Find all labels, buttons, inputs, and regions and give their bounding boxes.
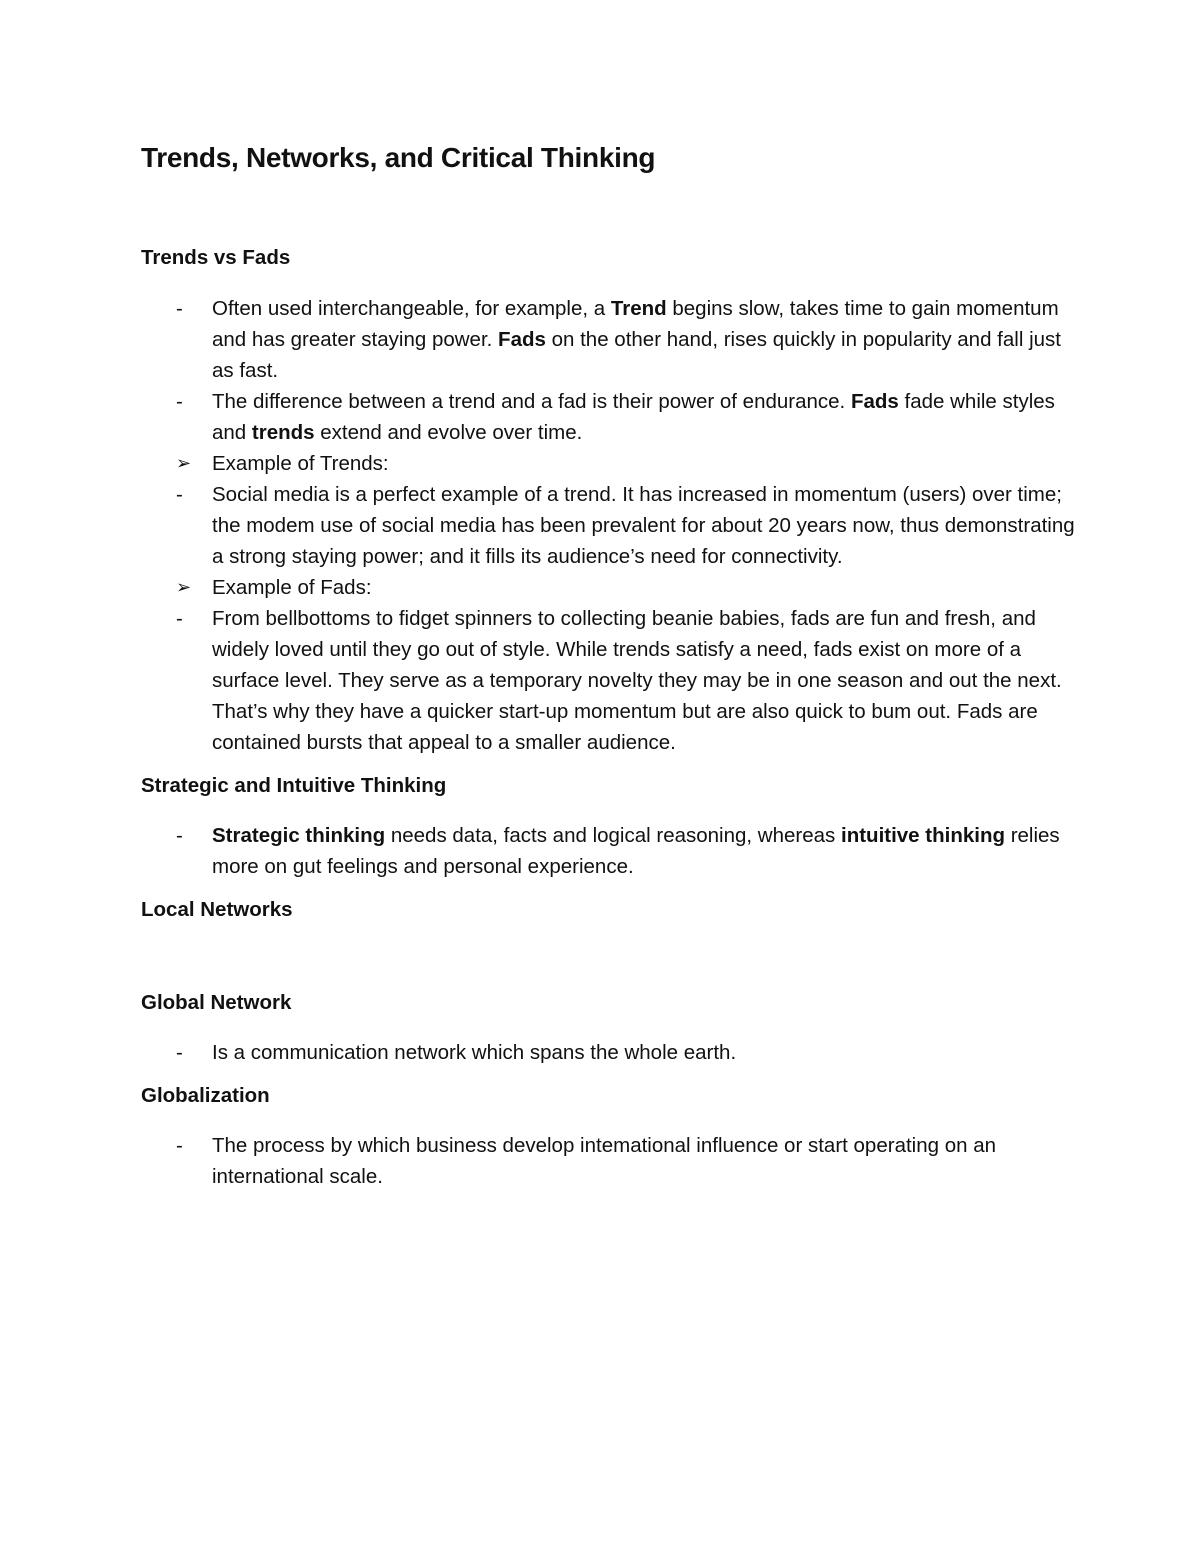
dash-bullet: - bbox=[176, 297, 183, 320]
list-item-text: From bellbottoms to fidget spinners to collecting beanie babies, fads are fun and fresh, and widely loved until they go out of style. While trends satisfy a need, fads exist on more of a surface level. They serve as a temporary novelty they may be in one season and out the next. That’s why they have a quicker start-up momentum but are also quick to bum out. Fads are contained bursts that appeal to a smaller audience. bbox=[212, 607, 1062, 754]
list-item bbox=[176, 603, 1076, 758]
bold-term-fads: Fads bbox=[850, 390, 899, 413]
list-item bbox=[176, 1037, 1076, 1068]
list-item-text: The process by which business develop intemational influence or start operating on an international scale. bbox=[212, 1134, 997, 1188]
bold-term-trends: trends bbox=[251, 421, 315, 444]
list-item bbox=[176, 1130, 1076, 1192]
heading-globalization: Globalization bbox=[141, 1084, 270, 1107]
list-item bbox=[176, 572, 1076, 603]
bold-term-fads: Fads bbox=[498, 328, 546, 351]
heading-local-networks: Local Networks bbox=[141, 898, 293, 921]
list-item bbox=[176, 448, 1076, 479]
list-item bbox=[176, 293, 1076, 386]
arrow-bullet-icon: ➢ bbox=[176, 453, 192, 473]
heading-strategic-intuitive: Strategic and Intuitive Thinking bbox=[141, 774, 447, 797]
dash-bullet: - bbox=[176, 1041, 183, 1064]
list-item bbox=[176, 820, 1076, 882]
list-item-text: Is a communication network which spans the whole earth. bbox=[212, 1041, 737, 1064]
list-item-text: The difference between a trend and a fad is their power of endurance. Fads fade while styles and trends extend and evolve over time. bbox=[212, 390, 1055, 444]
dash-bullet: - bbox=[176, 390, 183, 413]
bold-term-trend: Trend bbox=[610, 297, 667, 320]
list-item-text: Example of Fads: bbox=[212, 576, 372, 599]
list-item-text: Often used interchangeable, for example, a Trend begins slow, takes time to gain momentum and has greater staying power. Fads on the other hand, rises quickly in popularity and fall just as fast. bbox=[212, 297, 1061, 382]
list-item-text: Strategic thinking needs data, facts and logical reasoning, whereas intuitive thinking relies more on gut feelings and personal experience. bbox=[212, 824, 1060, 878]
dash-bullet: - bbox=[176, 483, 183, 506]
list-item-text: Example of Trends: bbox=[212, 452, 389, 475]
dash-bullet: - bbox=[176, 607, 183, 630]
dash-bullet: - bbox=[176, 1134, 183, 1157]
bold-term-intuitive-thinking: intuitive thinking bbox=[841, 824, 1005, 847]
document-title: Trends, Networks, and Critical Thinking bbox=[141, 142, 656, 173]
heading-global-network: Global Network bbox=[141, 991, 292, 1014]
list-item bbox=[176, 386, 1076, 448]
list-item bbox=[176, 479, 1076, 572]
heading-trends-vs-fads: Trends vs Fads bbox=[141, 246, 291, 269]
arrow-bullet-icon: ➢ bbox=[176, 577, 192, 597]
list-item-text: Social media is a perfect example of a trend. It has increased in momentum (users) over time; the modem use of social media has been prevalent for about 20 years now, thus demonstrating a strong staying power; and it fills its audience’s need for connectivity. bbox=[212, 483, 1075, 568]
dash-bullet: - bbox=[176, 824, 183, 847]
bold-term-strategic-thinking: Strategic thinking bbox=[212, 824, 386, 847]
